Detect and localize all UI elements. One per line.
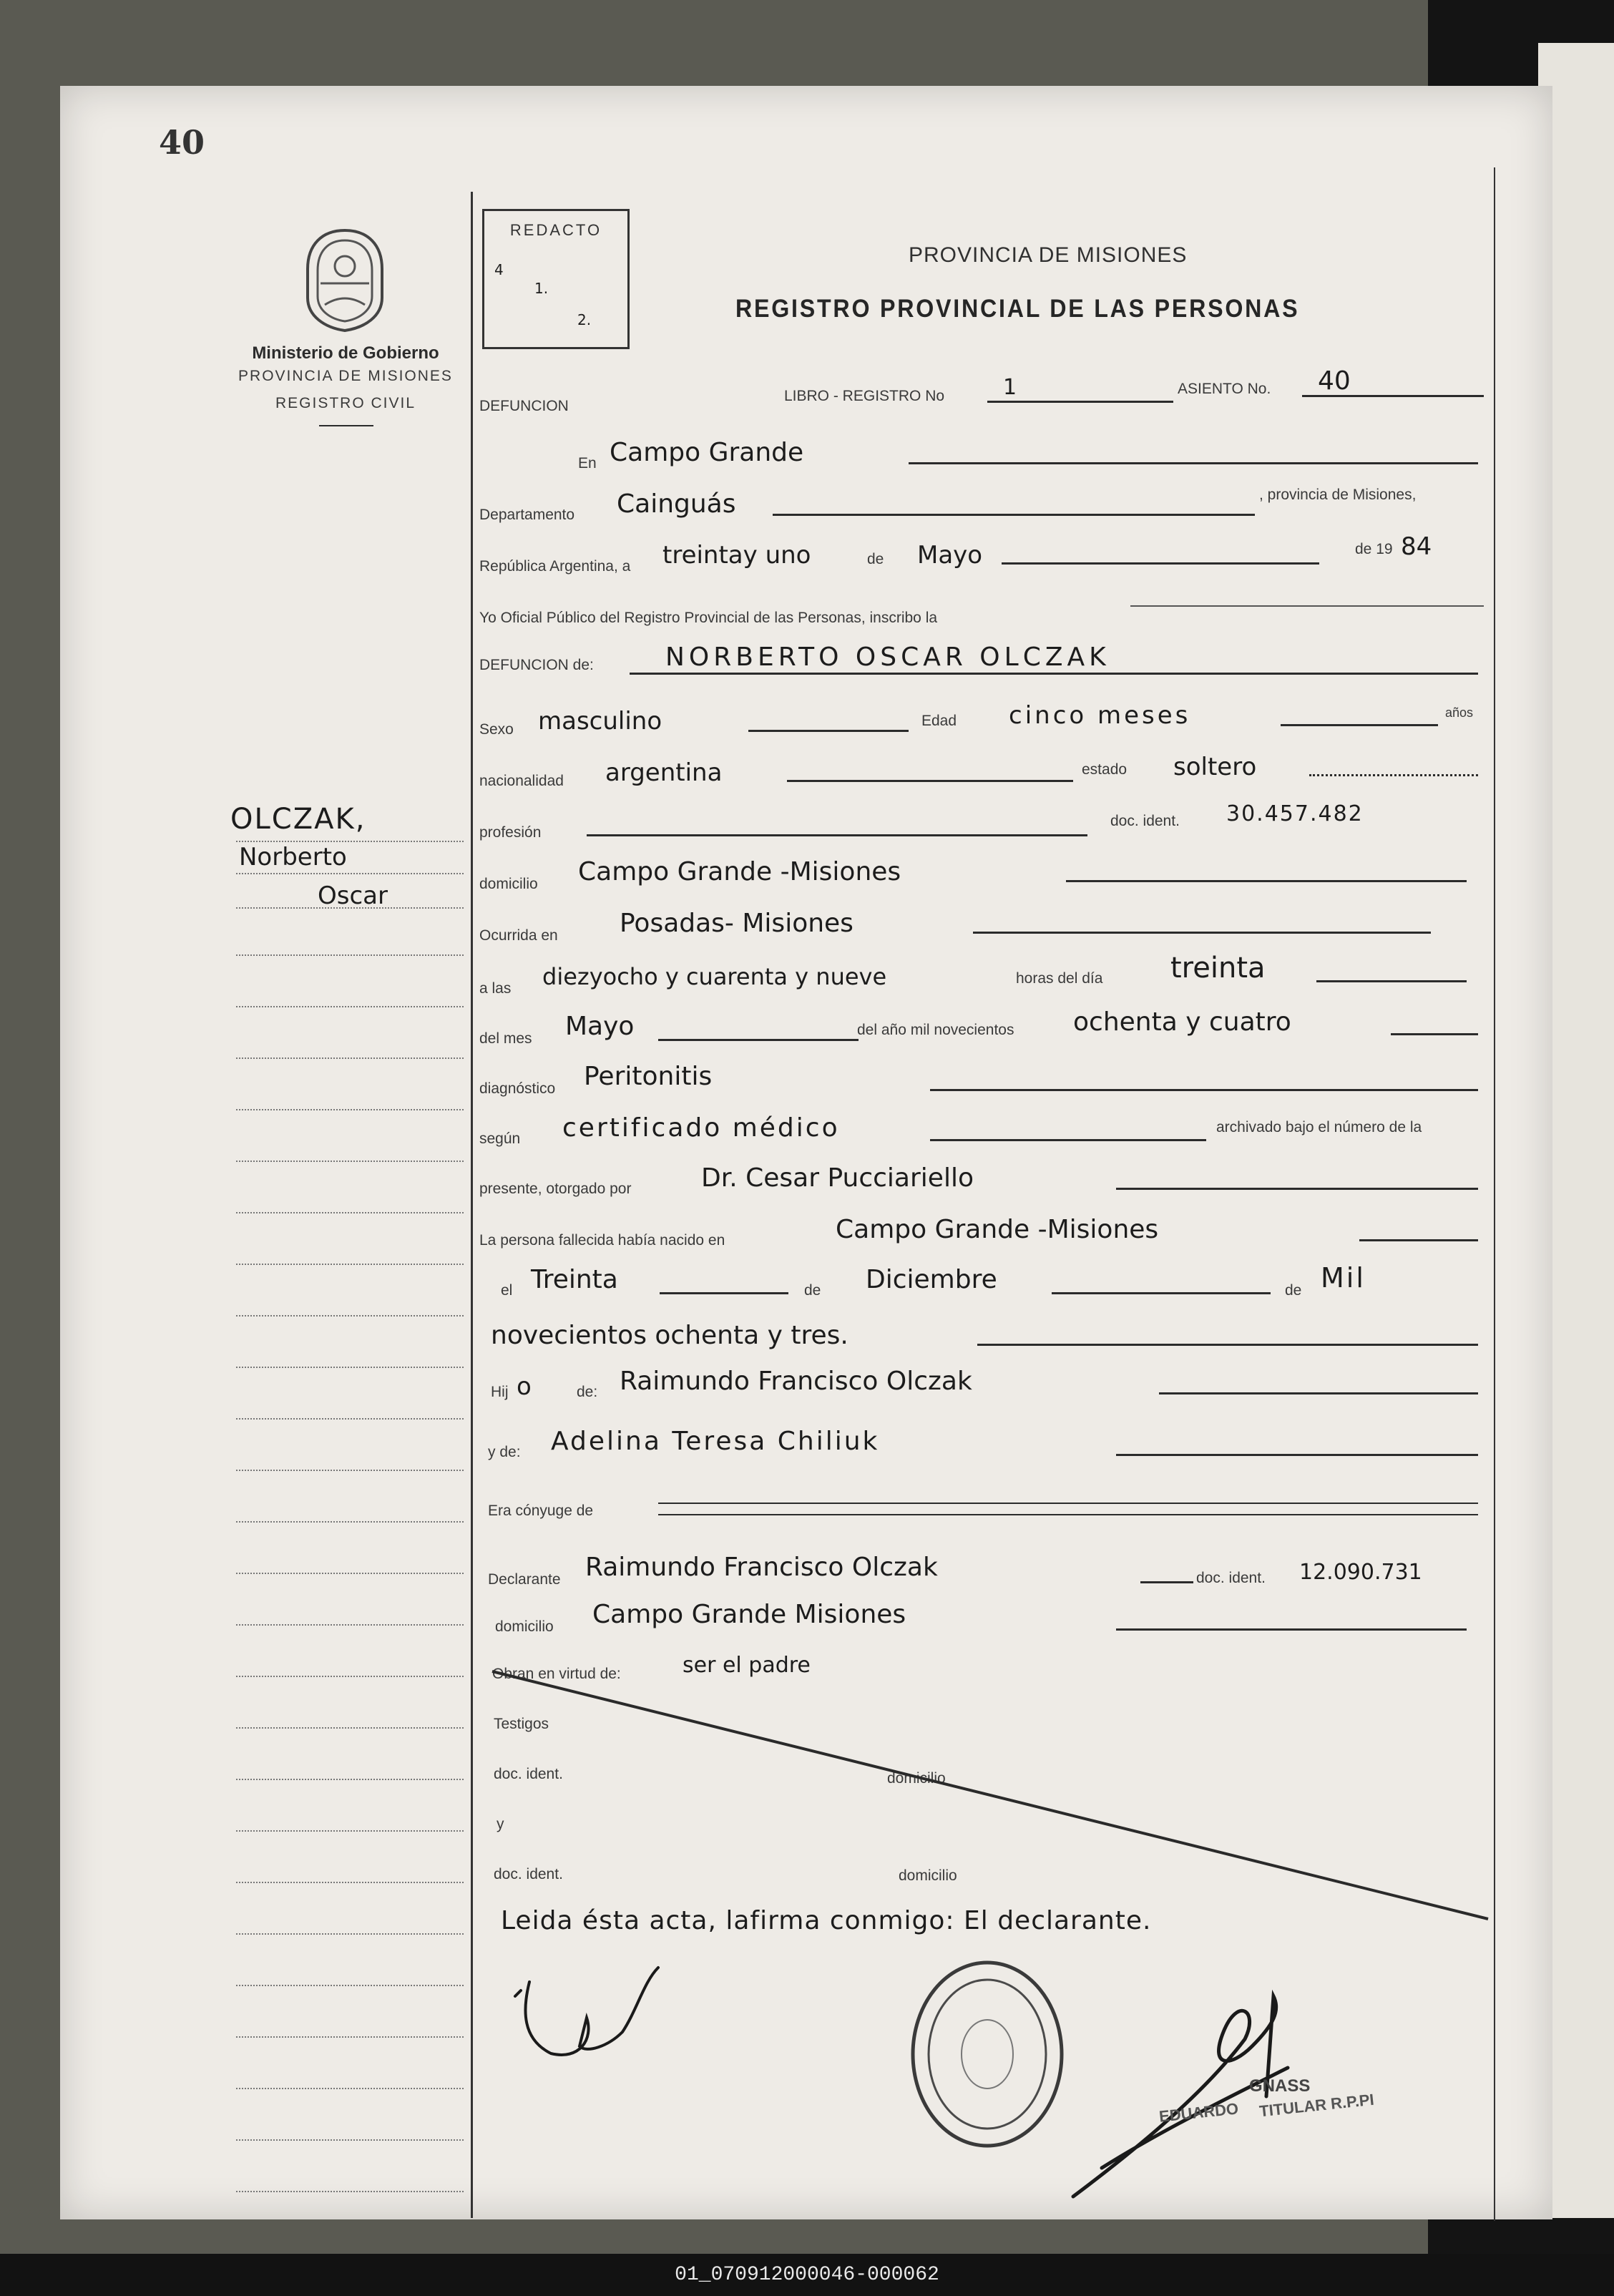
de-mes-line [1052,1292,1271,1294]
estado-value: soltero [1173,753,1257,781]
y-label: y [497,1816,504,1832]
libro-value: 1 [1003,375,1017,400]
header-registry: REGISTRO PROVINCIAL DE LAS PERSONAS [735,295,1300,323]
libro-label: LIBRO - REGISTRO No [784,388,945,404]
decl-dom-label: domicilio [495,1618,554,1635]
ocurrida-line [973,932,1431,934]
asiento-label: ASIENTO No. [1178,381,1271,397]
padre-line [1159,1392,1478,1394]
horas-label: horas del día [1016,970,1103,987]
redacto-line-3: 2. [577,311,592,328]
witness-strike-line [486,1667,1495,1925]
nacionalidad-line [787,780,1073,782]
estado-label: estado [1082,761,1128,778]
sexo-label: Sexo [479,721,514,738]
dia-value: treintay uno [662,541,811,570]
presente-value: Dr. Cesar Pucciariello [701,1163,974,1193]
redacto-line-2: 1. [534,280,549,297]
redacto-line-1: 4 [494,261,504,278]
redacto-title: REDACTO [509,221,602,239]
presente-label: presente, otorgado por [479,1181,632,1197]
anios-label: años [1445,705,1474,720]
coat-of-arms-icon [299,226,391,333]
declarante-value: Raimundo Francisco Olczak [585,1553,938,1582]
obran-value: ser el padre [683,1653,811,1678]
domicilio-label: domicilio [479,876,538,892]
mes-value: Mayo [917,541,983,570]
del-mes-line [658,1039,859,1041]
el-value: Treinta [531,1265,618,1294]
decl-dom-line [1116,1628,1467,1631]
edad-value: cinco meses [1009,701,1191,730]
sexo-line [748,730,909,732]
padre-value: Raimundo Francisco Olczak [620,1367,972,1396]
ministry-label: Ministerio de Gobierno [252,343,439,363]
diagnostico-value: Peritonitis [584,1062,713,1091]
decl-doc-value: 12.090.731 [1299,1560,1422,1585]
header-province: PROVINCIA DE MISIONES [909,243,1188,267]
anio-mil-value: ochenta y cuatro [1073,1007,1291,1037]
obran-label: Obran en virtud de: [492,1666,621,1682]
archivado-label: archivado bajo el número de la [1216,1119,1422,1135]
testigo-doc-2-label: doc. ident. [494,1866,563,1882]
del-mes-value: Mayo [565,1012,635,1041]
declarante-label: Declarante [488,1571,561,1588]
margin-name-1: Norberto [239,843,347,871]
sexo-value: masculino [538,707,662,736]
de19-label: de 19 [1355,541,1393,557]
profesion-line [587,834,1087,836]
testigos-label: Testigos [494,1716,549,1732]
del-mes-label: del mes [479,1030,532,1047]
en-line [909,462,1478,464]
de-anio-value: Mil [1321,1262,1366,1294]
asiento-line [1302,395,1484,397]
nacido-value: Campo Grande -Misiones [836,1215,1159,1244]
province-label: PROVINCIA DE MISIONES [238,368,453,384]
decl-doc-label: doc. ident. [1196,1570,1266,1586]
horas-line [1316,980,1467,982]
nacionalidad-label: nacionalidad [479,773,564,789]
conyuge-label: Era cónyuge de [488,1503,594,1519]
novecientos-line [977,1344,1478,1346]
domicilio-value: Campo Grande -Misiones [578,857,901,886]
conyuge-line-2 [658,1514,1478,1515]
stamp-signer-text: EDUARDO [1158,2099,1240,2126]
registry-label: REGISTRO CIVIL [275,395,416,411]
departamento-label: Departamento [479,507,575,523]
madre-line [1116,1454,1478,1456]
hijo-de-label: de: [577,1384,598,1400]
header-divider [319,425,373,426]
ocurrida-label: Ocurrida en [479,927,558,944]
nacido-line [1359,1239,1478,1241]
oficial-line [1130,605,1484,607]
a-las-label: a las [479,980,512,997]
de-anio-label: de [1285,1282,1302,1299]
domicilio-line [1066,880,1467,882]
testigo-dom-2-label: domicilio [899,1867,957,1884]
nacionalidad-value: argentina [605,758,723,787]
page-number: 40 [159,123,205,162]
profesion-label: profesión [479,824,542,841]
defuncion-de-label: DEFUNCION de: [479,657,594,673]
provincia-label: , provincia de Misiones, [1259,487,1417,503]
y-de-label: y de: [488,1444,521,1460]
ocurrida-value: Posadas- Misiones [620,909,854,938]
anio-value: 84 [1401,532,1432,561]
segun-line [930,1139,1206,1141]
novecientos-value: novecientos ochenta y tres. [491,1321,848,1350]
segun-label: según [479,1130,521,1147]
departamento-line [773,514,1255,516]
testigo-dom-1-label: domicilio [887,1770,946,1787]
hijo-label: Hij [491,1384,509,1400]
republica-label: República Argentina, a [479,558,631,575]
defuncion-de-line [630,673,1478,675]
el-label: el [501,1282,513,1299]
margin-surname: OLCZAK, [230,803,366,836]
en-label: En [578,455,597,472]
margin-name-2: Oscar [318,881,388,910]
footer-file-id: 01_070912000046-000062 [0,2254,1614,2296]
madre-value: Adelina Teresa Chiliuk [551,1427,880,1456]
anio-mil-line [1391,1033,1478,1035]
diagnostico-label: diagnóstico [479,1080,556,1097]
de-mes-value: Diciembre [866,1265,997,1294]
edad-line [1281,724,1438,726]
declarante-line [1140,1581,1193,1583]
decl-dom-value: Campo Grande Misiones [592,1600,906,1629]
doc-ident-label: doc. ident. [1110,813,1180,829]
estado-line [1309,774,1478,776]
testigo-doc-1-label: doc. ident. [494,1766,563,1782]
presente-line [1116,1188,1478,1190]
edad-label: Edad [921,713,957,729]
declarant-signature-icon [501,1953,672,2068]
departamento-value: Cainguás [617,489,736,519]
libro-line [987,401,1173,403]
en-value: Campo Grande [610,438,804,467]
diagnostico-line [930,1089,1478,1091]
asiento-value: 40 [1318,366,1351,396]
a-las-value: diezyocho y cuarenta y nueve [542,963,887,990]
segun-value: certificado médico [562,1113,840,1143]
form-left-border [471,192,473,2218]
redacto-box [482,209,630,349]
horas-value: treinta [1170,952,1266,985]
de-mes-label: de [804,1282,821,1299]
closing-text: Leida ésta acta, lafirma conmigo: El declarante. [501,1906,1152,1935]
official-seal-icon [909,1958,1066,2151]
stamp-signature-text: GNASS [1249,2076,1311,2096]
stamp-title-text: TITULAR R.P.PI [1258,2090,1375,2121]
doc-ident-value: 30.457.482 [1226,801,1364,826]
conyuge-line [658,1503,1478,1504]
el-line [660,1292,788,1294]
nacido-label: La persona fallecida había nacido en [479,1232,725,1249]
defuncion-de-value: NORBERTO OSCAR OLCZAK [665,643,1110,672]
anio-mil-label: del año mil novecientos [857,1022,1014,1038]
de-label: de [867,551,884,567]
mes-line [1002,562,1319,565]
defuncion-type-label: DEFUNCION [479,398,569,414]
hijo-suffix: o [517,1372,532,1401]
oficial-text: Yo Oficial Público del Registro Provincial de las Personas, inscribo la [479,610,938,626]
